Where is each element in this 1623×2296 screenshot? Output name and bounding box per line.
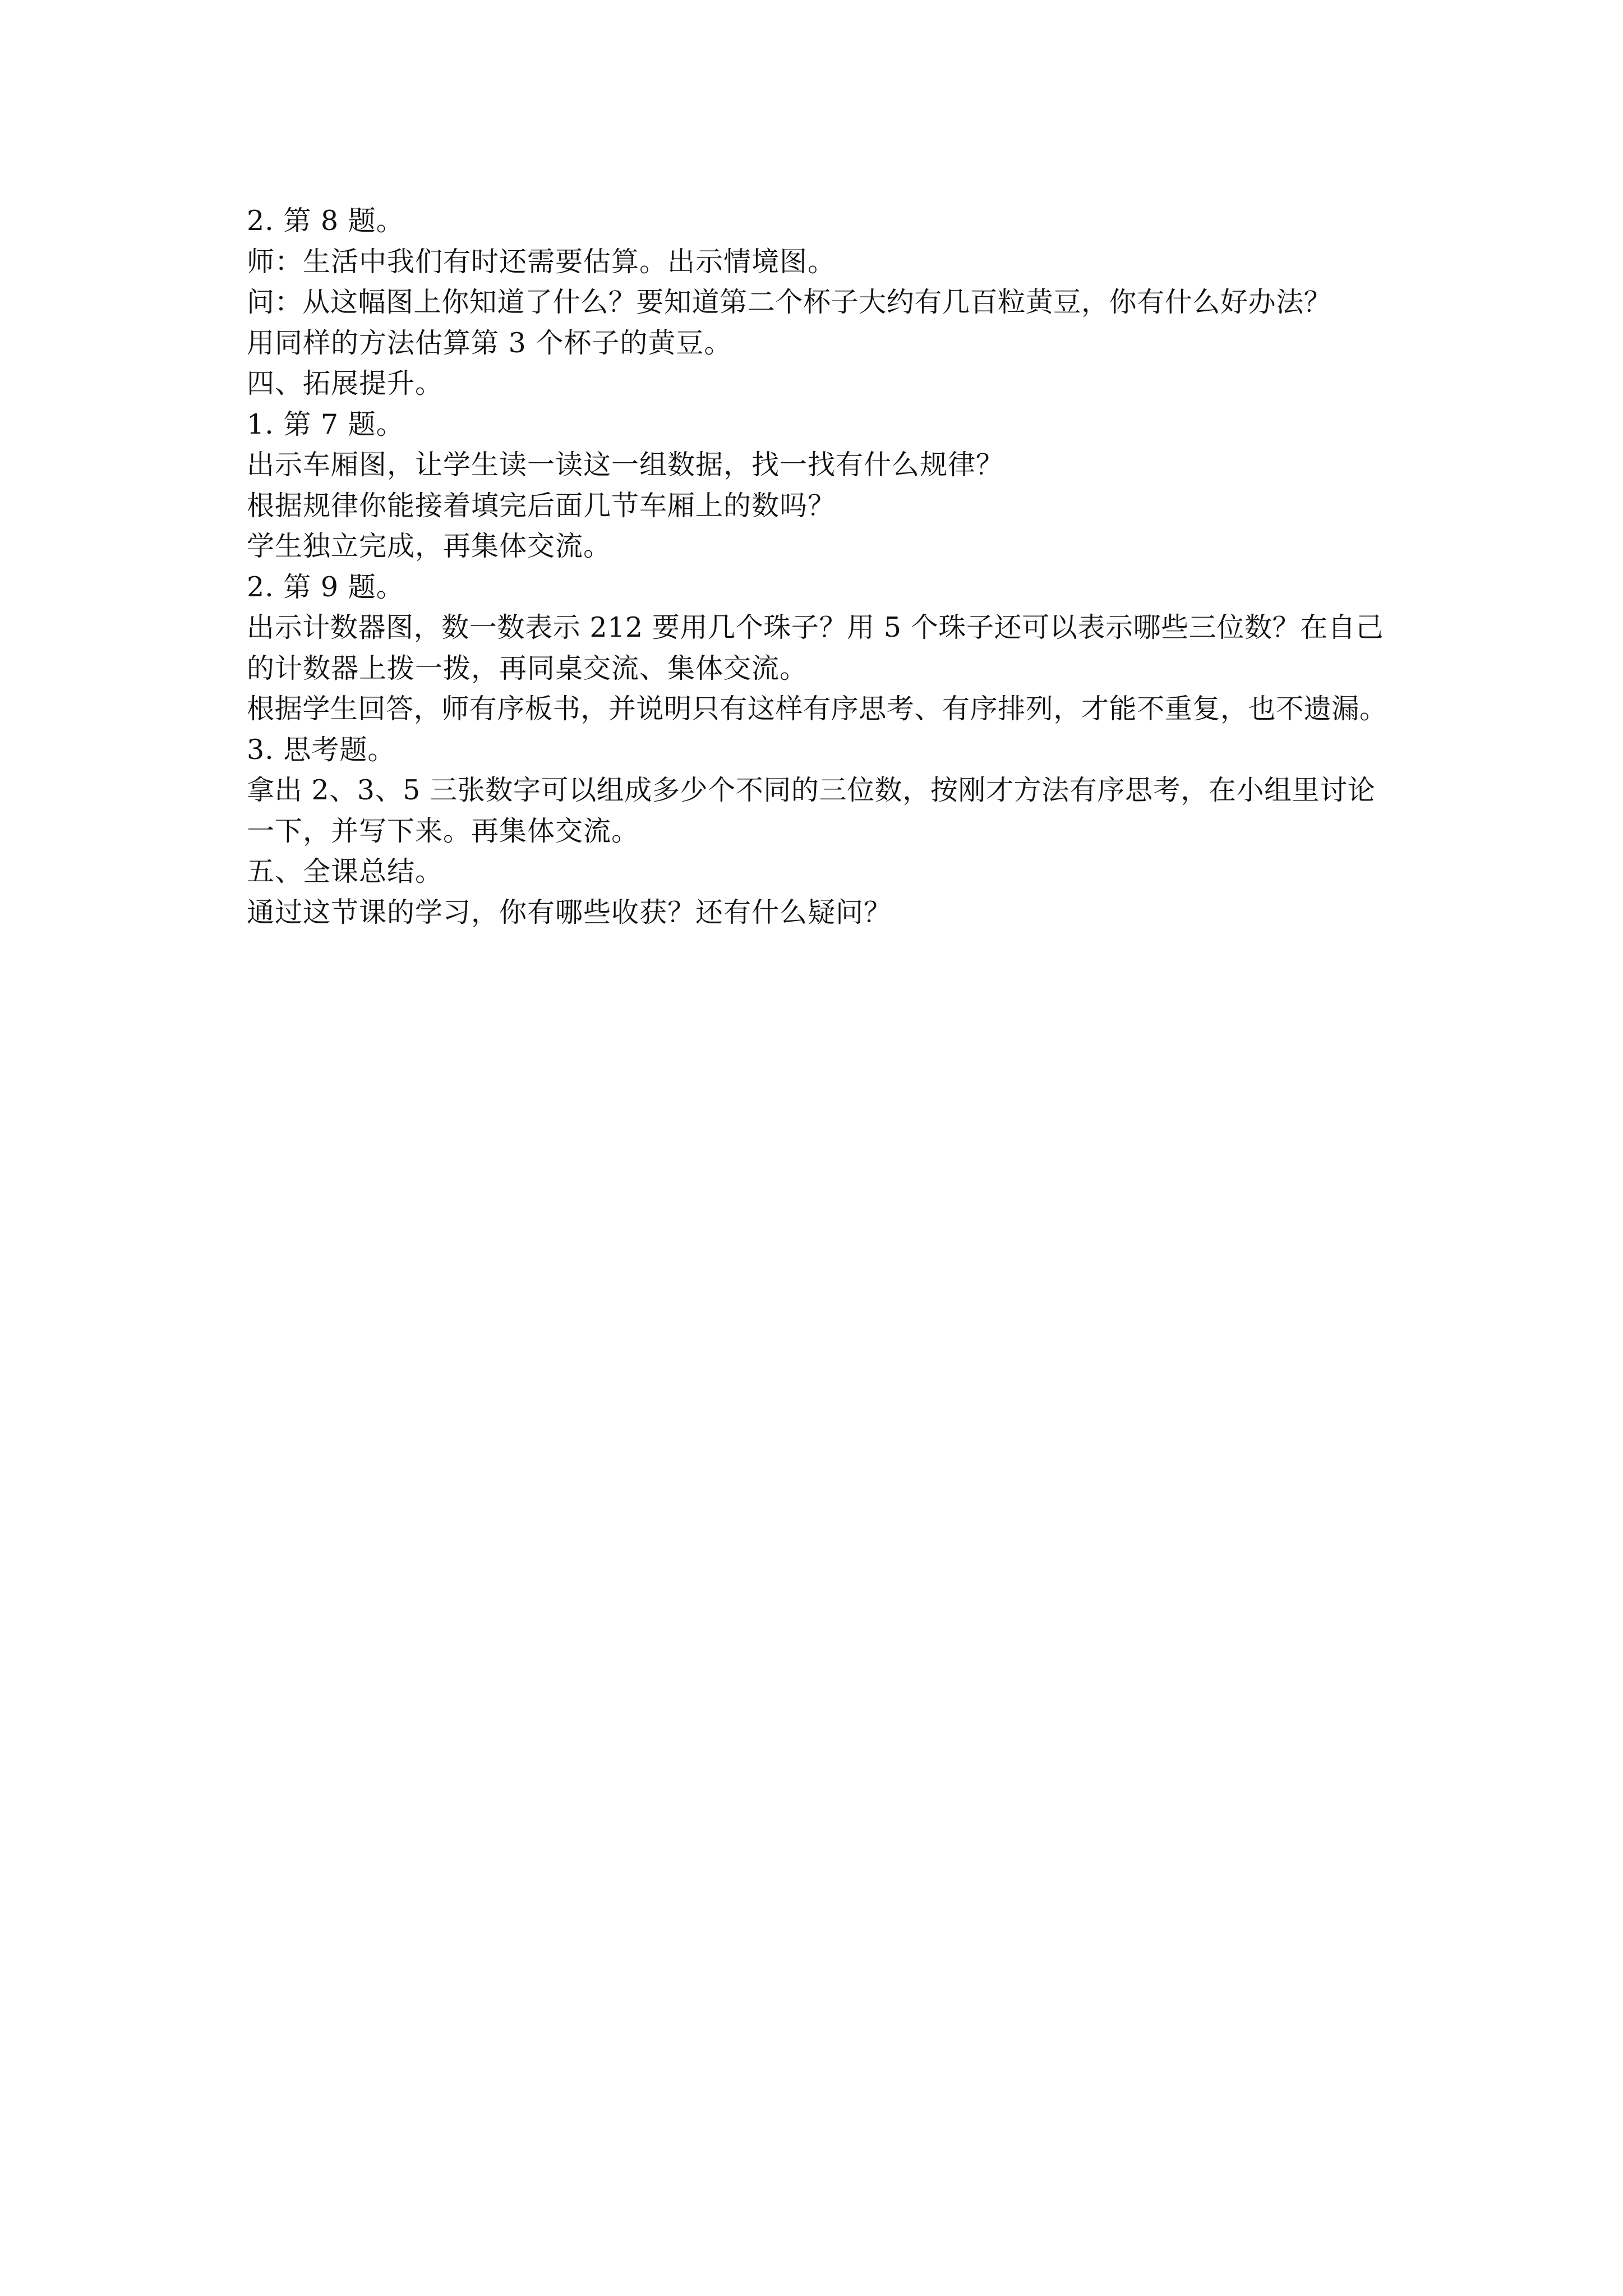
section-heading-extension: 四、拓展提升。 <box>247 367 444 399</box>
estimate-line: 用同样的方法估算第 3 个杯子的黄豆。 <box>247 326 732 359</box>
section-heading-summary: 五、全课总结。 <box>247 855 444 887</box>
carriage-line: 出示车厢图，让学生读一读这一组数据，找一找有什么规律？ <box>247 449 1004 481</box>
item-heading-2-q9: 2. 第 9 题。 <box>247 570 404 603</box>
abacus-line: 出示计数器图，数一数表示 212 要用几个珠子？用 5 个珠子还可以表示哪些三位数？在自己 <box>247 611 1384 643</box>
digits-line-cont: 一下，并写下来。再集体交流。 <box>247 815 640 847</box>
pattern-line: 根据规律你能接着填完后面几节车厢上的数吗？ <box>247 489 836 522</box>
item-heading-3-thinking: 3. 思考题。 <box>247 733 396 766</box>
board-line: 根据学生回答，师有序板书，并说明只有这样有序思考、有序排列，才能不重复，也不遗漏。 <box>247 693 1387 725</box>
question-line: 问：从这幅图上你知道了什么？要知道第二个杯子大约有几百粒黄豆，你有什么好办法？ <box>247 286 1332 318</box>
digits-line: 拿出 2、3、5 三张数字可以组成多少个不同的三位数，按刚才方法有序思考，在小组里讨论 <box>247 774 1376 806</box>
document-body <box>247 201 1391 933</box>
summary-line: 通过这节课的学习，你有哪些收获？还有什么疑问？ <box>247 896 892 928</box>
teacher-line: 师：生活中我们有时还需要估算。出示情境图。 <box>247 245 836 278</box>
item-heading-2-q8: 2. 第 8 题。 <box>247 205 404 237</box>
independent-line: 学生独立完成，再集体交流。 <box>247 530 612 562</box>
item-heading-1-q7: 1. 第 7 题。 <box>247 408 404 440</box>
abacus-line-cont: 的计数器上拨一拨，再同桌交流、集体交流。 <box>247 652 808 684</box>
